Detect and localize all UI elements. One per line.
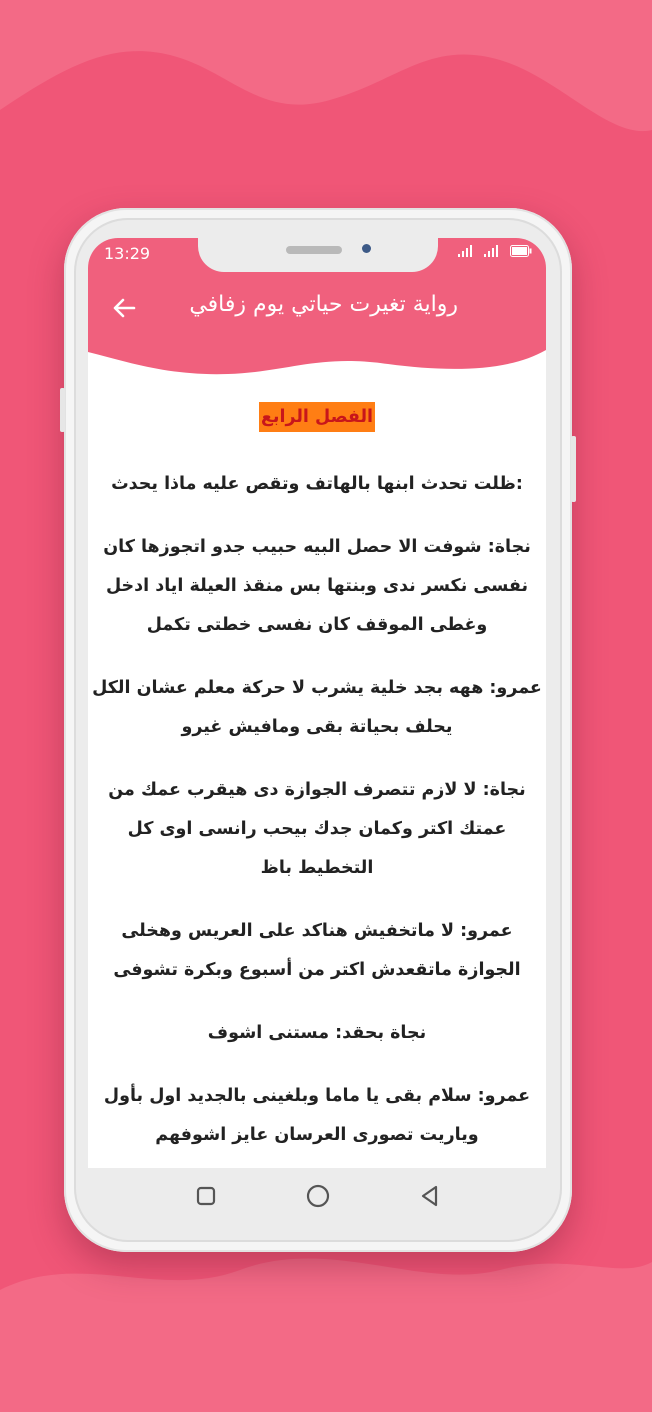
- story-paragraph: عمرو: لا ماتخفيش هناكد على العريس وهخلى الجوازة ماتقعدش اكتر من أسبوع وبكرة تشوفى: [113, 921, 521, 980]
- story-paragraph: نجاة: شوفت الا حصل البيه حبيب جدو اتجوزها كان نفسى نكسر ندى وبنتها بس منقذ العيلة اياد ادخل وغطى الموقف كان نفسى خطتى تكمل: [103, 537, 531, 635]
- app-title: رواية تغيرت حياتي يوم زفافي: [189, 292, 458, 317]
- story-paragraph: عمرو: ههه بجد خلية يشرب لا حركة معلم عشان الكل يحلف بحياتة بقى ومافيش غيرو: [92, 678, 542, 737]
- status-time: 13:29: [104, 244, 151, 263]
- phone-screen: [88, 238, 546, 1168]
- square-icon[interactable]: [192, 1182, 220, 1210]
- story-paragraph: :ظلت تحدث ابنها بالهاتف وتقص عليه ماذا يحدث: [111, 474, 523, 494]
- toolbar: [88, 272, 546, 344]
- story-content[interactable]: [88, 398, 546, 1168]
- battery-icon: [510, 245, 532, 257]
- navigation-bar: [88, 1168, 546, 1224]
- header-wave: [88, 342, 546, 382]
- chapter-title: الفصل الرابع: [259, 402, 375, 432]
- volume-button: [60, 388, 65, 432]
- speaker-grille: [286, 246, 342, 254]
- signal-icon: [484, 245, 504, 257]
- arrow-left-icon[interactable]: [108, 292, 140, 324]
- story-paragraph: عمرو: سلام بقى يا ماما وبلغينى بالجديد اول بأول وياريت تصورى العرسان عايز اشوفهم: [103, 1086, 531, 1145]
- camera-notch: [198, 238, 438, 272]
- signal-icon: [458, 245, 478, 257]
- status-icons: [458, 245, 532, 257]
- story-paragraph: نجاة بحقد: مستنى اشوف: [207, 1023, 427, 1043]
- triangle-icon[interactable]: [416, 1182, 444, 1210]
- front-camera: [362, 244, 371, 253]
- circle-icon[interactable]: [304, 1182, 332, 1210]
- story-paragraph: نجاة: لا لازم تتصرف الجوازة دى هيقرب عمك من عمتك اكتر وكمان جدك بيحب رانسى اوى كل التخطيط باظ: [108, 780, 526, 878]
- power-button: [571, 436, 576, 502]
